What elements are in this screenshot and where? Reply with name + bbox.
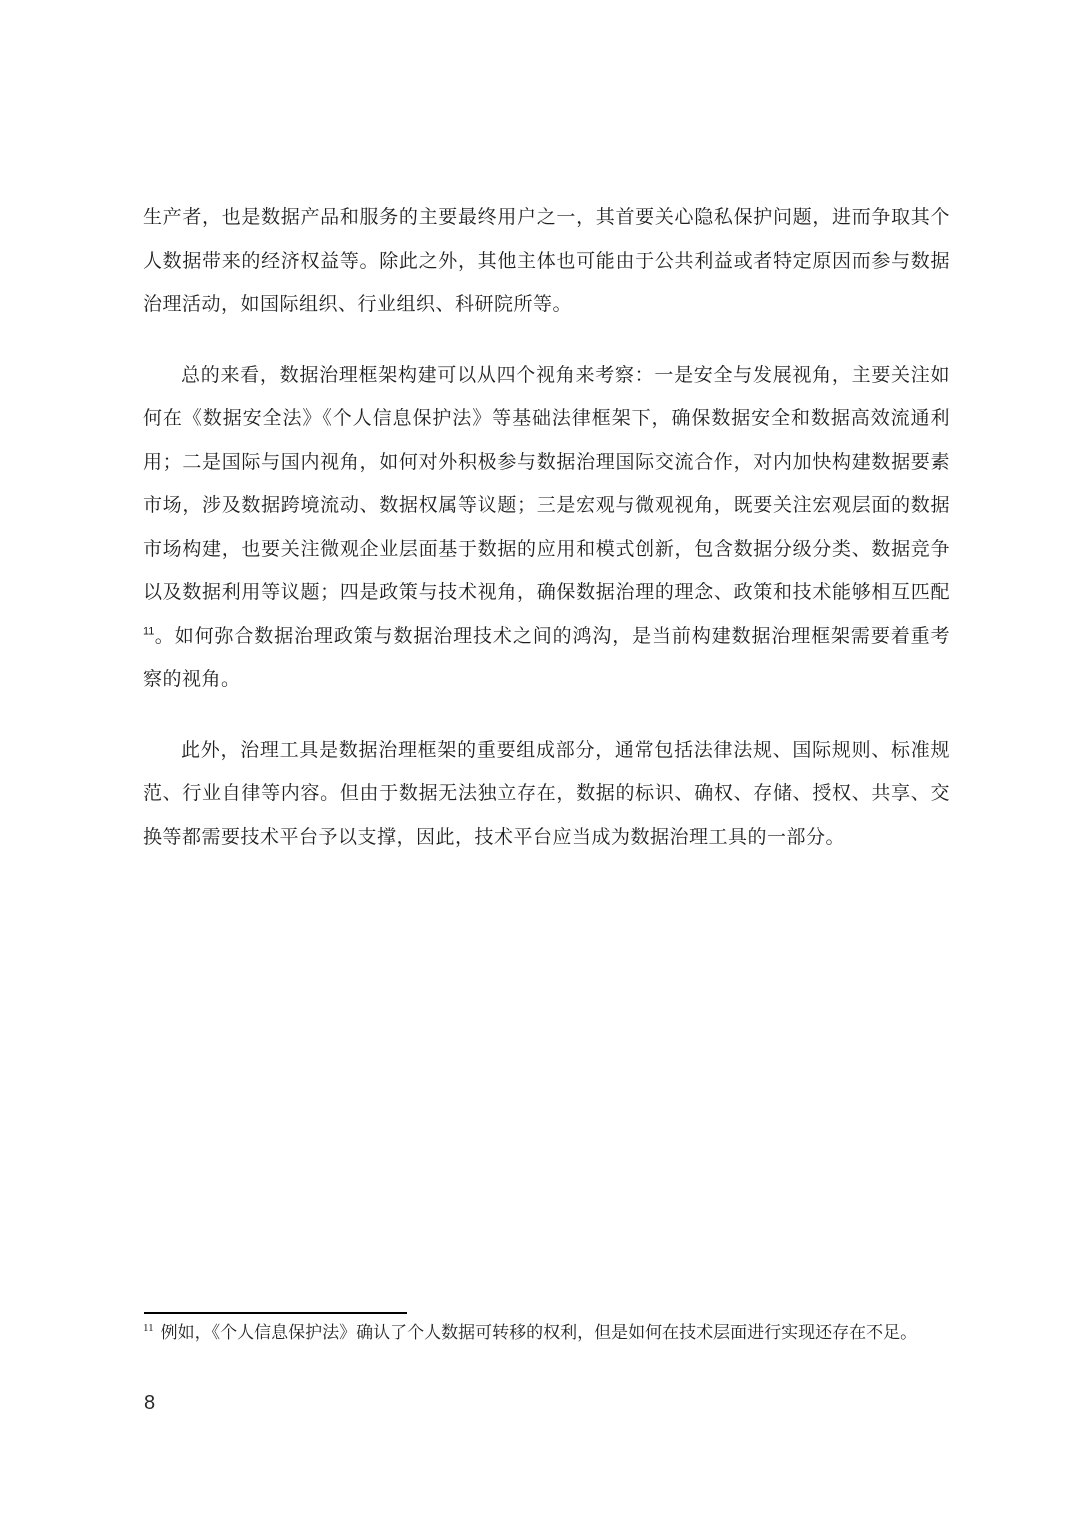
footnote-text: 例如，《个人信息保护法》确认了个人数据可转移的权利，但是如何在技术层面进行实现还存在不足。 <box>160 1323 918 1342</box>
paragraph-2-text-before-ref: 总的来看，数据治理框架构建可以从四个视角来考察：一是安全与发展视角，主要关注如何在《数据安全法》《个人信息保护法》等基础法律框架下，确保数据安全和数据高效流通利用；二是国际与国内视角，如何对外积极参与数据治理国际交流合作，对内加快构建数据要素市场，涉及数据跨境流动、数据权属等议题；三是宏观与微观视角，既要关注宏观层面的数据市场构建，也要关注微观企业层面基于数据的应用和模式创新，包含数据分级分类、数据竞争以及数据利用等议题；四是政策与技术视角，确保数据治理的理念、政策和技术能够相互匹配 <box>143 364 950 603</box>
footnote <box>143 1320 950 1345</box>
paragraph-1: 生产者，也是数据产品和服务的主要最终用户之一，其首要关心隐私保护问题，进而争取其个人数据带来的经济权益等。除此之外，其他主体也可能由于公共利益或者特定原因而参与数据治理活动，如国际组织、行业组织、科研院所等。 <box>143 207 950 315</box>
body-text <box>143 196 950 886</box>
footnote-separator-rule <box>144 1312 407 1314</box>
footnote-marker: 11 <box>143 1322 154 1335</box>
paragraph-2 <box>143 354 950 702</box>
paragraph-3: 此外，治理工具是数据治理框架的重要组成部分，通常包括法律法规、国际规则、标准规范、行业自律等内容。但由于数据无法独立存在，数据的标识、确权、存储、授权、共享、交换等都需要技术平台予以支撑，因此，技术平台应当成为数据治理工具的一部分。 <box>143 739 950 848</box>
footnote-reference: 11 <box>143 625 155 638</box>
page-number: 8 <box>144 1392 156 1414</box>
paragraph-2-text-after-ref: 。如何弥合数据治理政策与数据治理技术之间的鸿沟，是当前构建数据治理框架需要着重考察的视角。 <box>143 625 950 690</box>
